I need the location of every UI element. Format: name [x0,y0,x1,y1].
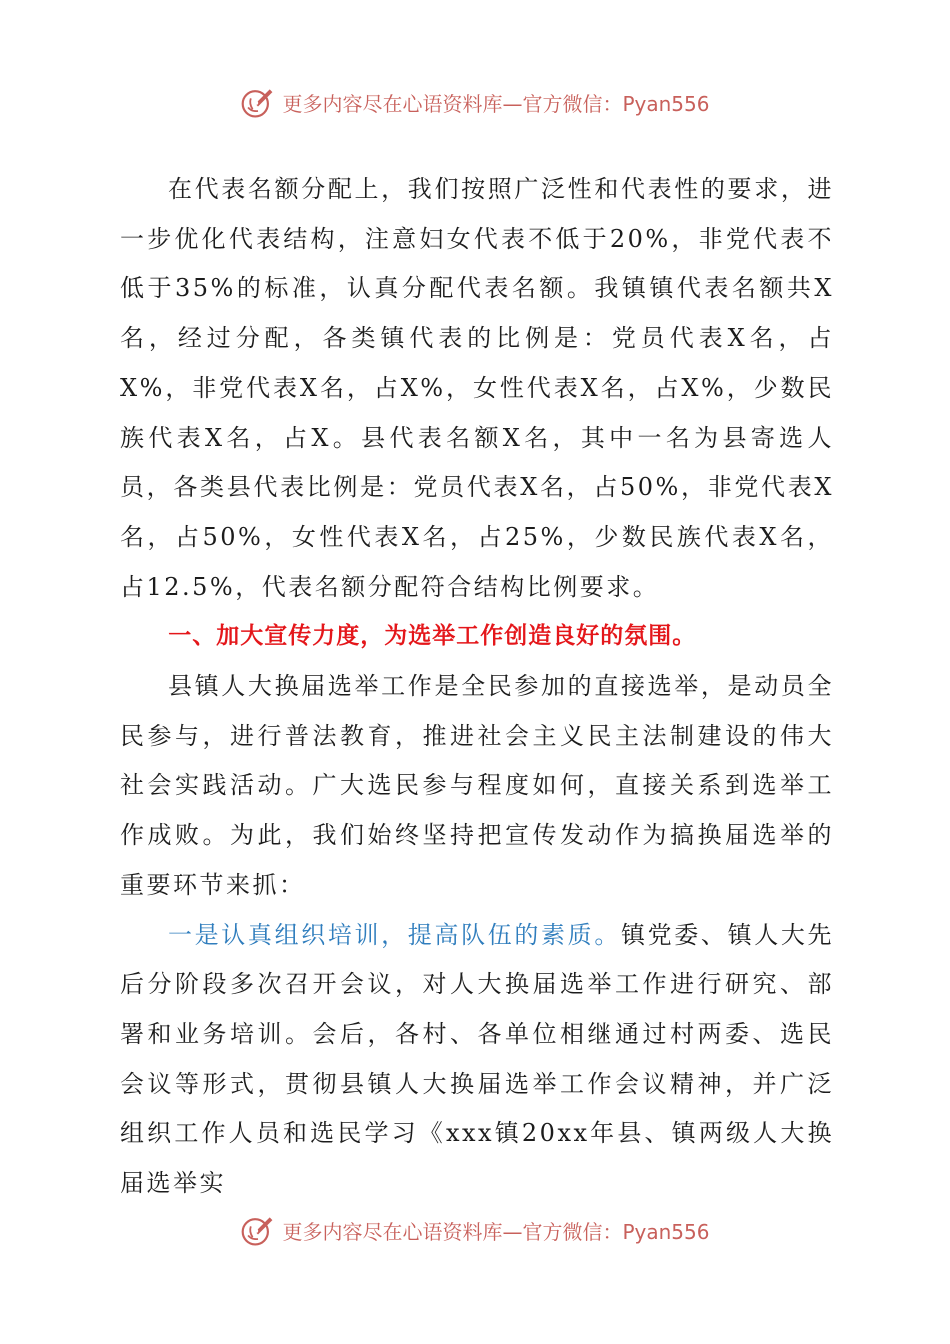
document-body [120,165,834,1209]
paragraph-representative-quota: 在代表名额分配上，我们按照广泛性和代表性的要求，进一步优化代表结构，注意妇女代表不低于20%，非党代表不低于35%的标准，认真分配代表名额。我镇镇代表名额共X名，经过分配，各类镇代表的比例是：党员代表X名，占X%，非党代表X名，占X%，女性代表X名，占X%，少数民族代表X名，占X。县代表名额X名，其中一名为县寄选人员，各类县代表比例是：党员代表X名，占50%，非党代表X名，占50%，女性代表X名，占25%，少数民族代表X名，占12.5%，代表名额分配符合结构比例要求。 [120,175,834,601]
pen-nib-logo-icon [240,84,276,120]
training-body-text: 镇党委、镇人大先后分阶段多次召开会议，对人大换届选举工作进行研究、部署和业务培训。会后，各村、各单位相继通过村两委、选民会议等形式，贯彻县镇人大换届选举工作会议精神，并广泛组织工作人员和选民学习《xxx镇20xx年县、镇两级人大换届选举实 [120,920,835,1198]
paragraph-election-significance: 县镇人大换届选举工作是全民参加的直接选举，是动员全民参与，进行普法教育，推进社会主义民主法制建设的伟大社会实践活动。广大选民参与程度如何，直接关系到选举工作成败。为此，我们始终坚持把宣传发动作为搞换届选举的重要环节来抓： [120,672,834,899]
paragraph-training [120,911,834,1209]
training-lead-sentence: 一是认真组织培训，提高队伍的素质。 [168,920,621,949]
pen-nib-logo-icon [240,1212,276,1248]
watermark-text: 更多内容尽在心语资料库—官方微信：Pyan556 [282,1219,710,1244]
section-heading-publicity: 一、加大宣传力度，为选举工作创造良好的氛围。 [168,623,697,650]
footer-watermark [0,1208,950,1252]
watermark-text: 更多内容尽在心语资料库—官方微信：Pyan556 [282,91,710,116]
header-watermark [0,80,950,124]
